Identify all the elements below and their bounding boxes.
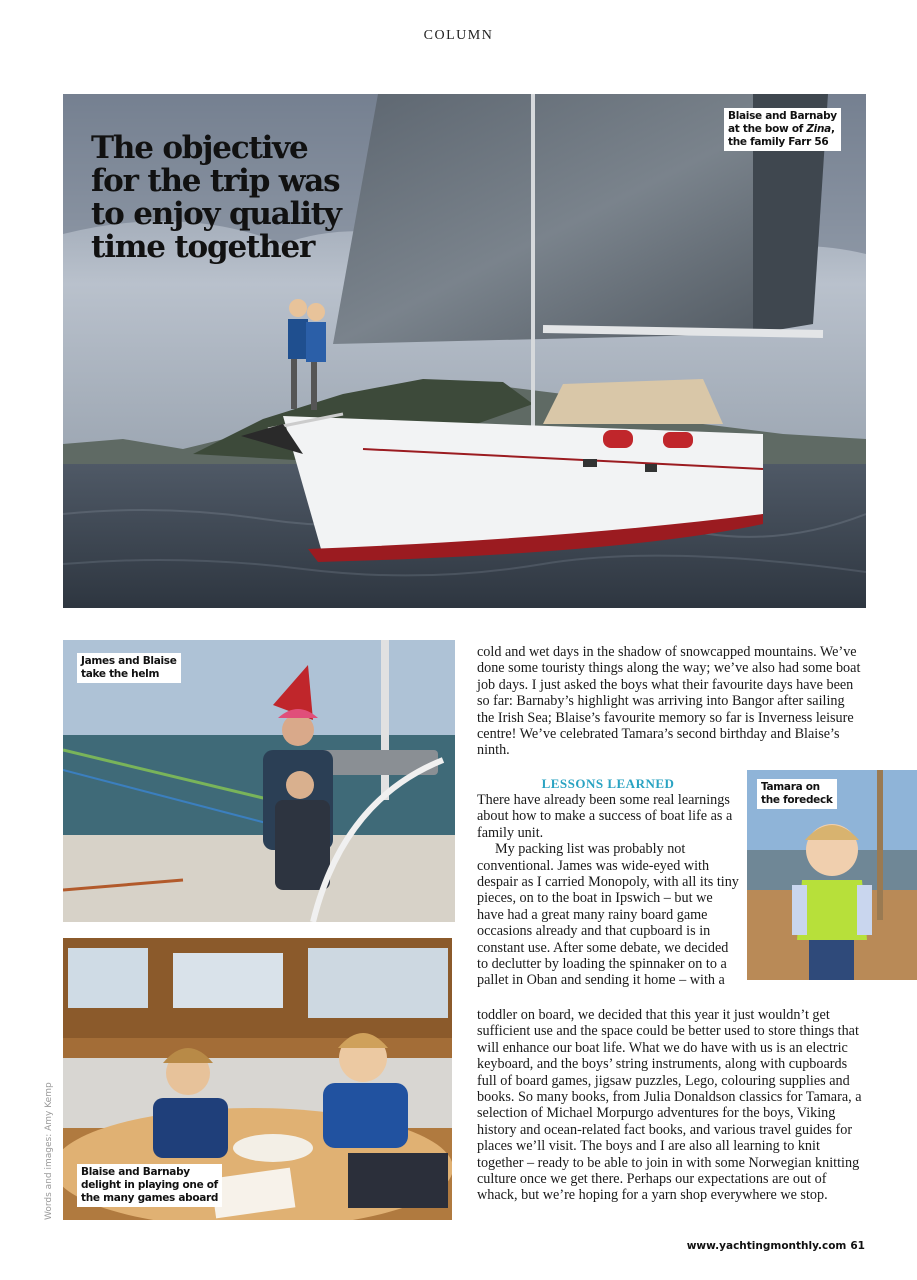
games-photo xyxy=(63,938,452,1220)
hero-caption-comma: , xyxy=(830,123,835,135)
page-footer xyxy=(687,1240,865,1252)
hero-photo xyxy=(63,94,866,608)
paragraph-1: cold and wet days in the shadow of snowcapped mountains. We’ve done some touristy things along the way; we’ve also had some boat job days. I just asked the boys what their favourite days have been so far: Barnaby’s highlight was arriving into Bangor after sailing the Irish Sea; Blaise’s favourite memory so far is Inverness leisure centre! We’ve celebrated Tamara’s second birthday and Blaise’s ninth. xyxy=(477,644,861,759)
hero-caption-boat-name: Zina xyxy=(806,123,831,135)
body-text-narrow xyxy=(477,792,739,989)
paragraph-3-continued: toddler on board, we decided that this year it just wouldn’t get sufficient use and the space could be better used to store things that will enhance our boat life. What we do have with us is an electric keyboard, and the boys’ string instruments, along with cupboards full of board games, jigsaw puzzles, Lego, colouring supplies and books. So many books, from Julia Donaldson classics for Tamara, a selection of Michael Morpurgo adventures for the boys, Viking history and ocean-related fact books, and various travel guides for places we’ll visit. The boys and I are also all learning to knit together – ready to be able to join in with some Norwegian knitting culture once we get there. Perhaps our expectations are out of whack, but we’re hoping for a yarn shop everywhere we stop. xyxy=(477,1007,862,1204)
photo-credit: Words and images: Amy Kemp xyxy=(44,1082,54,1220)
hero-caption-line-1: Blaise and Barnaby xyxy=(728,110,837,122)
games-caption-line-2: delight in playing one of xyxy=(81,1179,218,1191)
helm-caption xyxy=(77,653,181,683)
section-label: COLUMN xyxy=(423,28,494,43)
hero-caption-line-3: the family Farr 56 xyxy=(728,136,829,148)
games-caption-line-1: Blaise and Barnaby xyxy=(81,1166,190,1178)
helm-photo xyxy=(63,640,455,922)
hero-caption-line-2: at the bow of xyxy=(728,123,807,135)
body-text-wide xyxy=(477,1007,863,1204)
helm-caption-line-1: James and Blaise xyxy=(81,655,177,667)
paragraph-3: My packing list was probably not conventional. James was wide-eyed with despair as I carried Monopoly, with all its tiny pieces, on to the boat in Ipswich – but we have had a great many rainy board game occasions already and that cupboard is in constant use. After some debate, we decided to declutter by loading the spinnaker on to a pallet in Oban and sending it home – with a xyxy=(477,841,739,989)
footer-url: www.yachtingmonthly.com xyxy=(686,1240,847,1252)
games-caption xyxy=(77,1164,222,1207)
body-text-top xyxy=(477,644,863,759)
tamara-caption-line-2: the foredeck xyxy=(761,794,833,806)
lessons-heading: LESSONS LEARNED xyxy=(541,776,675,791)
pull-quote: The objective for the trip was to enjoy quality time together xyxy=(91,130,341,265)
hero-caption xyxy=(724,108,841,151)
tamara-caption-line-1: Tamara on xyxy=(761,781,820,793)
helm-caption-line-2: take the helm xyxy=(81,668,160,680)
page-number: 61 xyxy=(850,1240,865,1252)
tamara-photo xyxy=(747,770,917,980)
tamara-caption xyxy=(757,779,837,809)
paragraph-2: There have already been some real learnings about how to make a success of boat life as a family unit. xyxy=(477,792,733,841)
games-caption-line-3: the many games aboard xyxy=(81,1192,219,1204)
